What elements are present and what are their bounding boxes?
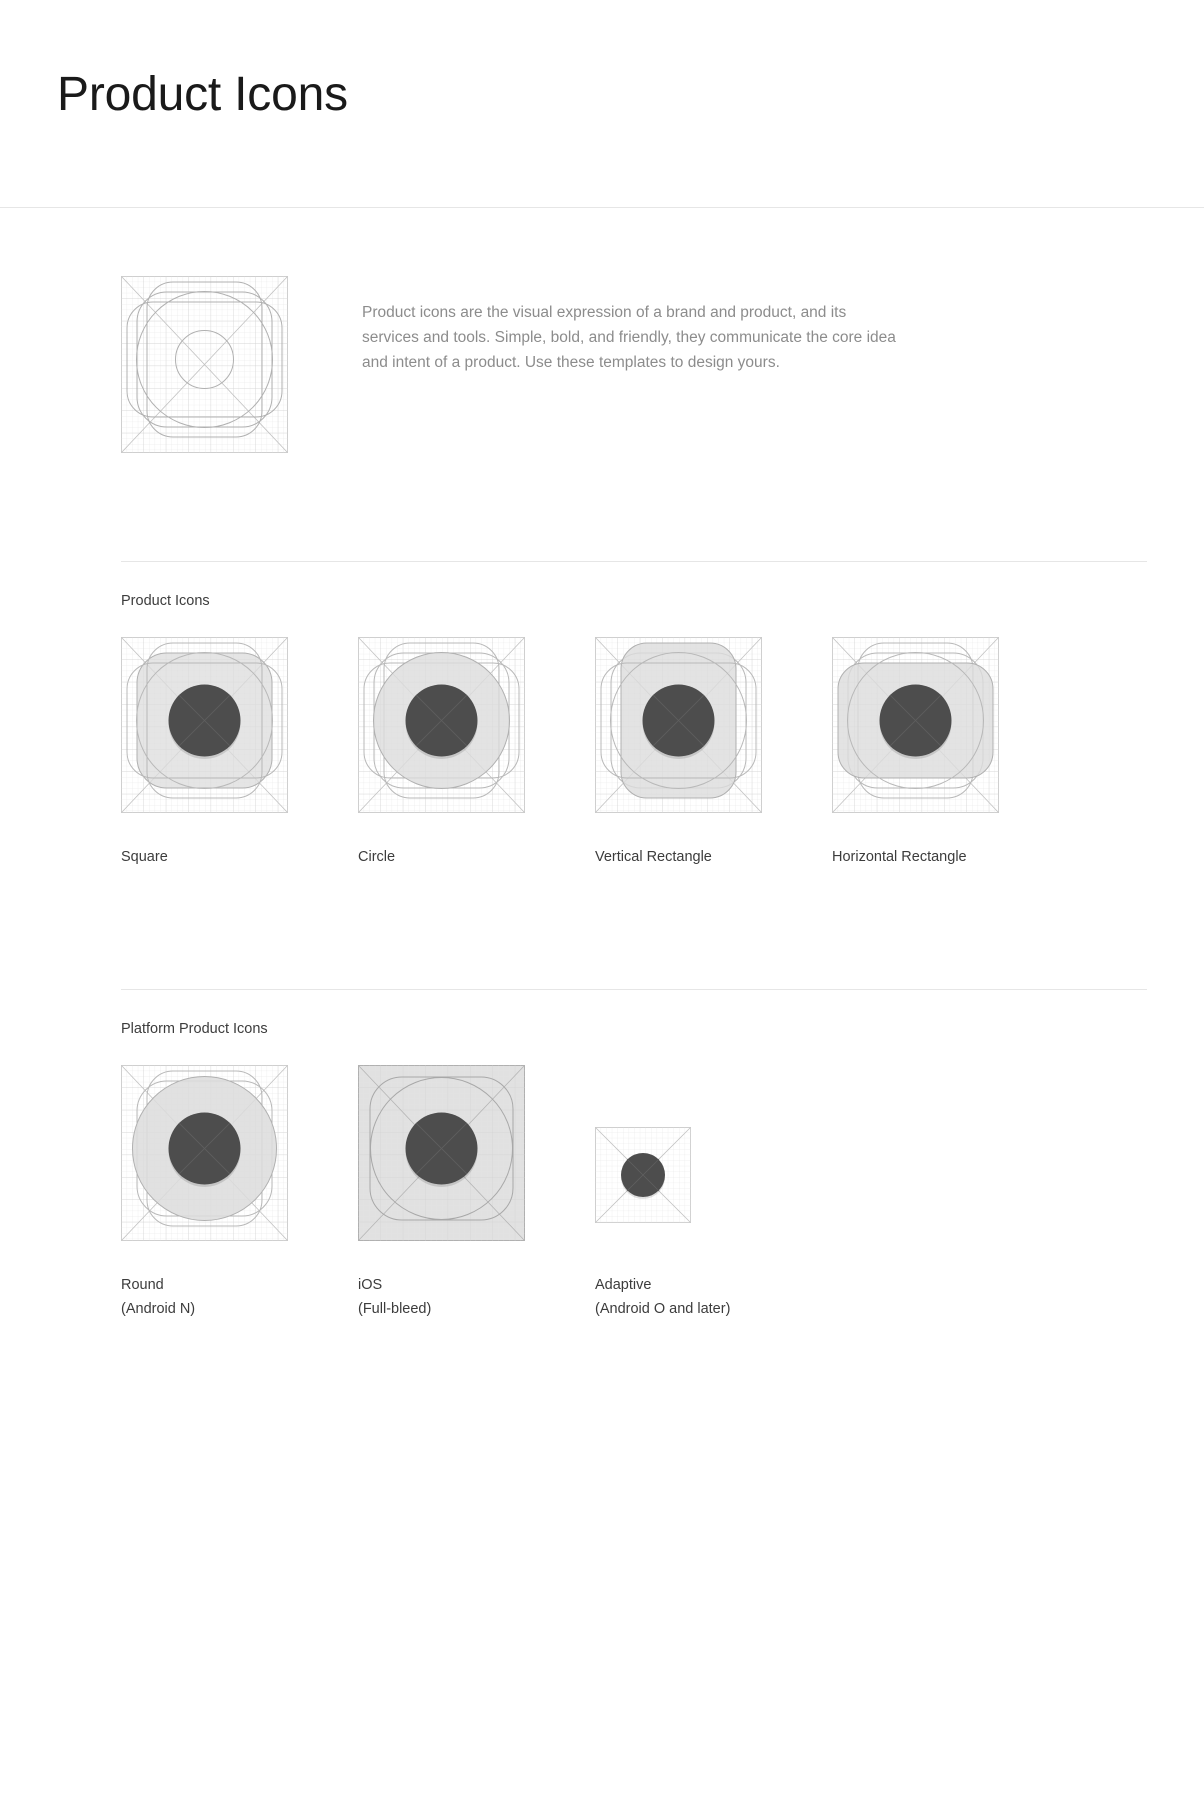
- adaptive-template-icon: [595, 1065, 832, 1241]
- square-template-icon: [121, 637, 358, 813]
- caption-square-main: Square: [121, 849, 168, 865]
- caption-ios-sub: (Full-bleed): [358, 1301, 432, 1317]
- grid-item-horizontal-rectangle[interactable]: [832, 637, 1069, 869]
- grid-item-circle[interactable]: [358, 637, 595, 869]
- caption-square: [121, 845, 358, 869]
- section-label-platform-product-icons: Platform Product Icons: [121, 1021, 268, 1037]
- product-icons-grid: [121, 637, 1204, 869]
- section-label-product-icons: Product Icons: [121, 593, 210, 609]
- caption-round-main: Round: [121, 1277, 164, 1293]
- ios-template-icon: [358, 1065, 595, 1241]
- section-divider-1: [121, 561, 1147, 562]
- circle-template-icon: [358, 637, 595, 813]
- grid-item-round[interactable]: [121, 1065, 358, 1321]
- grid-item-vertical-rectangle[interactable]: [595, 637, 832, 869]
- caption-ios: [358, 1273, 595, 1321]
- caption-horizontal-rectangle: [832, 845, 1069, 869]
- caption-round-sub: (Android N): [121, 1301, 196, 1317]
- spacer: [0, 1321, 1204, 1401]
- caption-adaptive-sub: (Android O and later): [595, 1301, 731, 1317]
- caption-vertical-rectangle: [595, 845, 832, 869]
- page-header: [0, 0, 1204, 208]
- caption-adaptive: [595, 1273, 832, 1321]
- section-platform-product-icons: [0, 1021, 1204, 1321]
- caption-horizontal-rectangle-main: Horizontal Rectangle: [832, 849, 967, 865]
- page-title: Product Icons: [57, 68, 348, 122]
- grid-item-square[interactable]: [121, 637, 358, 869]
- grid-item-adaptive[interactable]: [595, 1065, 832, 1321]
- section-product-icons: [0, 593, 1204, 869]
- vertical-rectangle-template-icon: [595, 637, 832, 813]
- caption-ios-main: iOS: [358, 1277, 383, 1293]
- caption-adaptive-main: Adaptive: [595, 1277, 652, 1293]
- round-template-icon: [121, 1065, 358, 1241]
- horizontal-rectangle-template-icon: [832, 637, 1069, 813]
- caption-circle-main: Circle: [358, 849, 396, 865]
- intro-paragraph: Product icons are the visual expression of a brand and product, and its services and tools. Simple, bold, and friendly, they communicate the core idea and intent of a product. Use these templates to design yours.: [362, 303, 896, 371]
- spacer: [0, 869, 1204, 989]
- section-divider-2: [121, 989, 1147, 990]
- product-icon-template-thumbnail-icon: [121, 276, 288, 453]
- grid-item-ios[interactable]: [358, 1065, 595, 1321]
- caption-round: [121, 1273, 358, 1321]
- platform-product-icons-grid: [121, 1065, 1204, 1321]
- spacer: [0, 453, 1204, 561]
- caption-circle: [358, 845, 595, 869]
- caption-vertical-rectangle-main: Vertical Rectangle: [595, 849, 712, 865]
- intro-block: [0, 208, 1204, 453]
